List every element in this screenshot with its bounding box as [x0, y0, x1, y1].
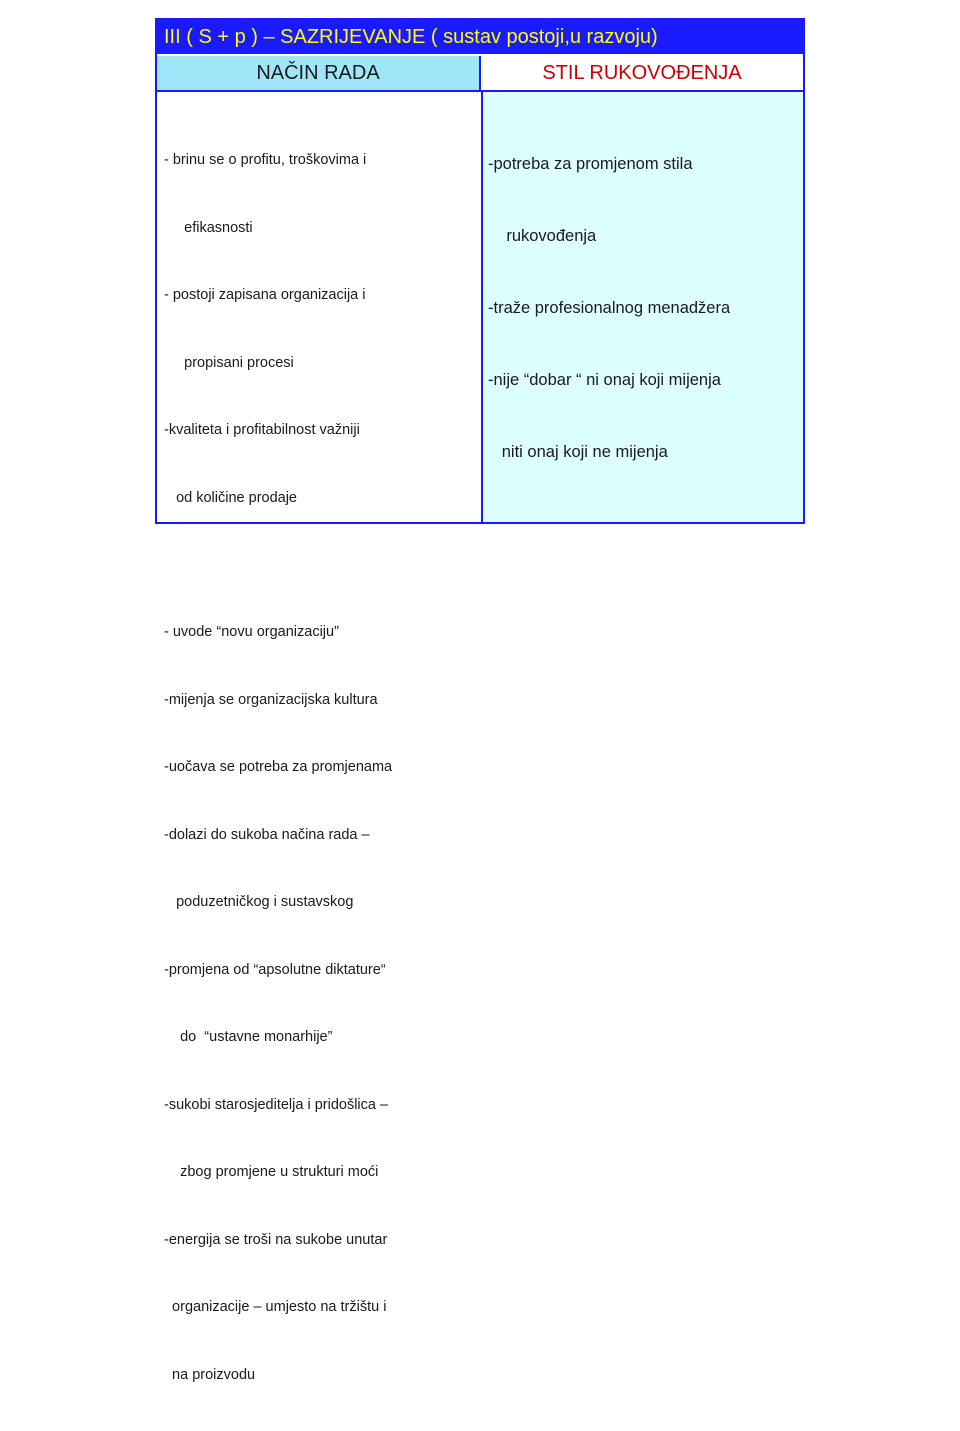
nacin-rada-cell: [157, 92, 481, 1383]
list-item: -uočava se potreba za promjenama: [164, 759, 393, 775]
list-item: poduzetničkog i sustavskog: [164, 894, 354, 910]
list-item: -energija se troši na sukobe unutar: [164, 1231, 388, 1248]
column-header-nacin-rada: NAČIN RADA: [157, 56, 481, 90]
list-item: -mijenja se organizacijska kultura: [164, 691, 378, 708]
list-item: - postoji zapisana organizacija i: [164, 287, 366, 303]
list-item: - brinu se o profitu, troškovima i: [164, 152, 367, 168]
list-item: efikasnosti: [164, 219, 253, 236]
column-header-stil-rukovodenja: STIL RUKOVOĐENJA: [481, 56, 803, 90]
list-item: - uvode “novu organizaciju”: [164, 624, 339, 640]
list-item: -traže profesionalnog menadžera: [488, 299, 731, 317]
list-item: rukovođenja: [488, 227, 597, 245]
list-item: na proizvodu: [164, 1366, 256, 1383]
slide-title: III ( S + p ) – SAZRIJEVANJE ( sustav postoji,u razvoju): [157, 20, 803, 54]
list-item: -dolazi do sukoba načina rada –: [164, 826, 370, 843]
list-item: -promjena od “apsolutne diktature“: [164, 961, 386, 978]
list-item: -potreba za promjenom stila: [488, 155, 693, 173]
list-item: -nije “dobar “ ni onaj koji mijenja: [488, 371, 721, 389]
list-item: do “ustavne monarhije”: [164, 1029, 333, 1045]
list-item: zbog promjene u strukturi moći: [164, 1164, 379, 1180]
list-item: -kvaliteta i profitabilnost važniji: [164, 422, 360, 438]
list-item: niti onaj koji ne mijenja: [488, 443, 668, 461]
list-item: organizacije – umjesto na tržištu i: [164, 1299, 387, 1315]
list-item: od količine prodaje: [164, 489, 297, 506]
list-item: propisani procesi: [164, 354, 294, 371]
list-item: -sukobi starosjeditelja i pridošlica –: [164, 1096, 389, 1113]
paragraph-gap: [164, 554, 481, 576]
stil-rukovodenja-cell: [483, 92, 803, 522]
slide-table: [155, 18, 805, 1383]
